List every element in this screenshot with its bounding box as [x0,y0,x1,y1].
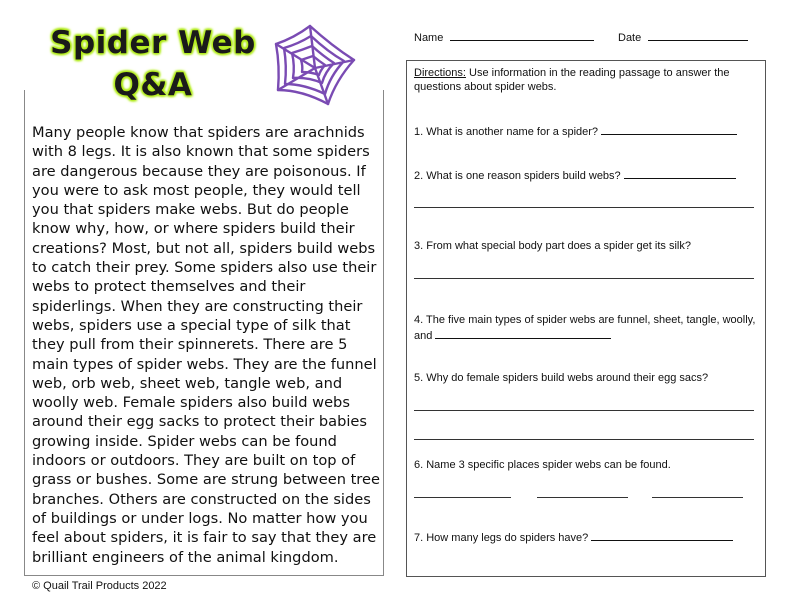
title-line-2: Q&A [113,67,193,103]
name-label: Name [414,32,444,44]
question-5 [414,371,764,385]
name-field[interactable] [414,29,594,44]
copyright: © Quail Trail Products 2022 [32,580,167,592]
date-line[interactable] [648,29,748,41]
answer-4-line[interactable] [435,327,611,339]
question-6 [414,458,764,472]
answer-5-line-b[interactable] [414,439,754,440]
date-field[interactable] [618,29,748,44]
answer-7-line[interactable] [591,529,733,541]
answer-1-line[interactable] [601,123,737,135]
question-4 [414,313,760,343]
question-6-text: 6. Name 3 specific places spider webs can be found. [414,459,671,471]
reading-passage: Many people know that spiders are arachnids with 8 legs. It is also known that some spiders are dangerous because they are poisonous. If you were to ask most people, they would tell you that spiders make webs. But do people know why, how, or where spiders build their creations? Most, but not all, spiders build webs to catch their prey. Some spiders also use their webs to protect themselves and their spiderlings. When they are constructing their webs, spiders use a special type of silk that they pull from their spinnerets. There are 5 main types of spider webs. They are the funnel web, orb web, sheet web, tangle web, and woolly web. Female spiders also build webs around their egg sacks to protect their babies growing inside. Spider webs can be found indoors or outdoors. They are built on top of grass or bushes. Some are strung between tree branches. Others are constructed on the sides of buildings or under logs. No matter how you feel about spiders, it is fair to say that they are brilliant engineers of the animal kingdom. [32,124,380,566]
answer-2-line-b[interactable] [414,207,754,208]
question-2-text: 2. What is one reason spiders build webs? [414,170,621,182]
directions [414,66,758,94]
answer-5-line-a[interactable] [414,410,754,411]
question-5-text: 5. Why do female spiders build webs around their egg sacs? [414,372,709,384]
answer-3-line[interactable] [414,278,754,279]
name-line[interactable] [450,29,594,41]
date-label: Date [618,32,642,44]
answer-2-line-a[interactable] [624,167,736,179]
directions-text: Use information in the reading passage to answer the questions about spider webs. [414,67,730,93]
answer-6-line-b[interactable] [537,497,628,498]
question-7 [414,529,764,545]
answer-6-line-a[interactable] [414,497,511,498]
question-2 [414,167,764,183]
title-line-1: Spider Web [50,25,256,61]
question-7-text: 7. How many legs do spiders have? [414,532,589,544]
question-4-text: 4. The five main types of spider webs are funnel, sheet, tangle, woolly, and [414,314,756,342]
question-3 [414,239,764,253]
answer-6-line-c[interactable] [652,497,743,498]
directions-label: Directions: [414,67,466,79]
question-3-text: 3. From what special body part does a spider get its silk? [414,240,691,252]
question-1-text: 1. What is another name for a spider? [414,126,599,138]
question-1 [414,123,764,139]
